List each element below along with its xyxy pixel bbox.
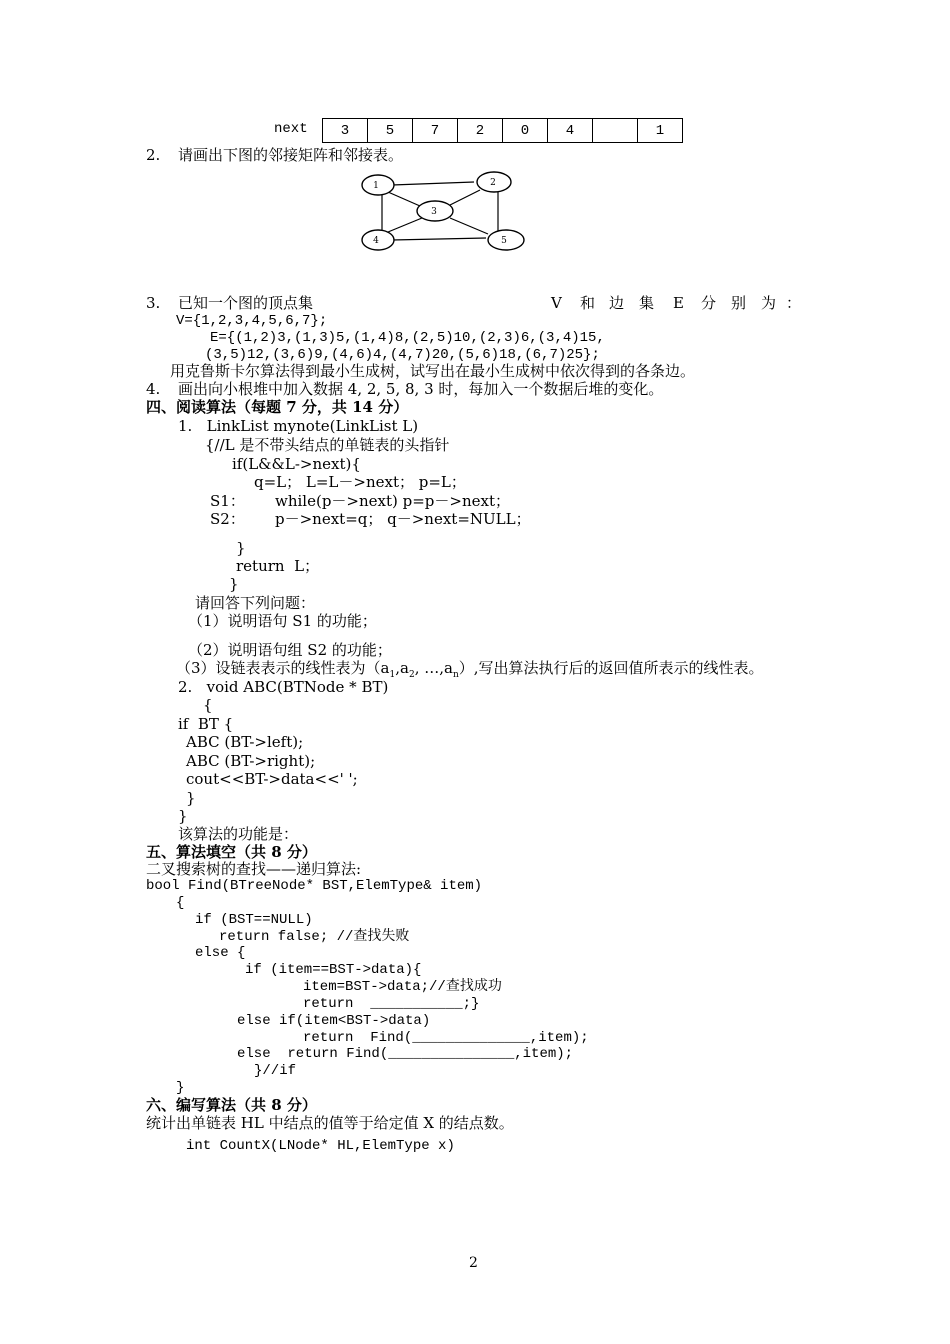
q3-spread-char: 分: [701, 294, 717, 312]
s5-code-line: if (item==BST->data){: [245, 962, 422, 978]
s4p2-line: {: [203, 696, 213, 714]
s4p1-s2-code: p－>next=q； q－>next=NULL；: [275, 510, 531, 528]
q3-vertex-set: V={1,2,3,4,5,6,7};: [176, 313, 328, 329]
q4-number: 4.: [146, 380, 161, 398]
graph-node-label: 1: [373, 181, 379, 191]
s4p1-q3-sub: 2: [408, 670, 415, 680]
graph-edge-3-5: [450, 218, 488, 234]
s4p2-line: if BT {: [178, 715, 234, 733]
graph-node-label: 2: [490, 178, 496, 188]
s4p2-ask: 该算法的功能是：: [178, 825, 299, 843]
section6-desc: 统计出单链表 HL 中结点的值等于给定值 X 的结点数。: [146, 1114, 514, 1132]
s5-code-line: bool Find(BTreeNode* BST,ElemType& item): [146, 878, 483, 894]
s5-code-line: item=BST->data;//查找成功: [303, 979, 502, 995]
next-cell: 2: [458, 119, 503, 143]
table-row: [323, 119, 683, 143]
graph-node-label: 4: [373, 236, 379, 246]
s4p1-s1-label: S1：: [210, 492, 245, 510]
s5-code-line: }: [176, 1080, 185, 1096]
s4p1-line: }: [229, 575, 239, 593]
section6-title: 六、编写算法（共 8 分）: [146, 1096, 317, 1114]
q3-instruction: 用克鲁斯卡尔算法得到最小生成树，试写出在最小生成树中依次得到的各条边。: [170, 362, 696, 380]
graph-edge-3-4: [388, 218, 422, 232]
graph-edge-1-2: [392, 182, 474, 185]
s4p1-header: 1. LinkList mynote(LinkList L): [178, 417, 419, 435]
q3-edge-set-line2: (3,5)12,(3,6)9,(4,6)4,(4,7)20,(5,6)18,(6,7)25};: [205, 347, 600, 363]
s4p1-line: {//L 是不带头结点的单链表的头指针: [205, 436, 450, 454]
next-cell: 1: [638, 119, 683, 143]
s5-code-line: else {: [195, 945, 246, 961]
next-cell: 4: [548, 119, 593, 143]
s4p1-q3-mid: , …,a: [414, 659, 453, 677]
next-cell: [593, 119, 638, 143]
q3-spread-char: 别: [731, 294, 747, 312]
q3-number: 3.: [146, 294, 161, 312]
s4p1-q3-sub: 1: [389, 670, 396, 680]
s5-code-line: return ___________;}: [303, 996, 480, 1012]
graph-edge-2-3: [448, 190, 480, 206]
s4p2-line: cout<<BT->data<<' ';: [186, 770, 358, 788]
q3-spread-char: E: [673, 294, 684, 312]
next-cell: 7: [413, 119, 458, 143]
q2-number: 2.: [146, 146, 161, 164]
q2-text: 请画出下图的邻接矩阵和邻接表。: [178, 146, 404, 164]
s4p1-s2-label: S2：: [210, 510, 245, 528]
s4p2-line: ABC (BT->right);: [186, 752, 316, 770]
s4p2-header: 2. void ABC(BTNode * BT): [178, 678, 389, 696]
graph-edge-4-5: [392, 238, 486, 240]
s4p1-line: if(L&&L->next){: [232, 455, 361, 473]
q3-spread-char: 和: [580, 294, 596, 312]
s5-code-line: {: [176, 895, 185, 911]
q3-spread-char: V: [551, 294, 562, 312]
s5-code-line: return Find(______________,item);: [303, 1030, 589, 1046]
s4p1-line: return L；: [236, 557, 320, 575]
s4p1-line: }: [236, 539, 246, 557]
s4p1-s1-code: while(p－>next) p=p－>next；: [275, 492, 511, 510]
s4p1-line: q=L； L=L－>next； p=L；: [254, 473, 466, 491]
q3-edge-set-line1: E={(1,2)3,(1,3)5,(1,4)8,(2,5)10,(2,3)6,(3,4)15,: [210, 330, 605, 346]
s5-code-line: return false; //查找失败: [219, 929, 410, 945]
q3-spread-char: 集: [639, 294, 655, 312]
section5-desc: 二叉搜索树的查找——递归算法:: [146, 860, 362, 878]
s5-code-line: }//if: [254, 1063, 297, 1079]
s4p1-q3-sub: n: [452, 670, 459, 680]
next-cell: 5: [368, 119, 413, 143]
s4p2-line: ABC (BT->left);: [186, 733, 304, 751]
q3-spread-char: 为: [761, 294, 777, 312]
s4p1-q3-mid: ,a: [395, 659, 409, 677]
next-array-table: [322, 118, 683, 143]
graph-node-label: 5: [501, 236, 507, 246]
s4p2-line: }: [186, 789, 196, 807]
undirected-graph-diagram: [352, 168, 532, 258]
q4-text: 画出向小根堆中加入数据 4, 2, 5, 8, 3 时，每加入一个数据后堆的变化。: [178, 380, 664, 398]
graph-node-label: 3: [431, 207, 437, 217]
page-number: 2: [469, 1255, 478, 1271]
graph-edge-1-3: [388, 192, 420, 206]
q3-spread-char: 边: [609, 294, 625, 312]
s4p1-q2: （2）说明语句组 S2 的功能；: [188, 641, 392, 659]
section6-code: int CountX(LNode* HL,ElemType x): [186, 1138, 455, 1154]
next-cell: 0: [503, 119, 548, 143]
q3-spread-char: ：: [786, 294, 802, 312]
s4p2-line: }: [178, 807, 188, 825]
s5-code-line: else if(item<BST->data): [237, 1013, 431, 1029]
q3-text: 已知一个图的顶点集: [178, 294, 314, 312]
s4p1-q3-post: ）,写出算法执行后的返回值所表示的线性表。: [458, 659, 764, 677]
s5-code-line: if (BST==NULL): [195, 912, 313, 928]
s5-code-line: else return Find(_______________,item);: [237, 1046, 574, 1062]
section5-title: 五、算法填空（共 8 分）: [146, 843, 317, 861]
next-cell: 3: [323, 119, 368, 143]
s4p1-q1: （1）说明语句 S1 的功能；: [188, 612, 377, 630]
next-row-label: next: [274, 121, 308, 137]
s4p1-ask: 请回答下列问题：: [195, 594, 316, 612]
section4-title: 四、阅读算法（每题 7 分，共 14 分）: [146, 398, 409, 416]
s4p1-q3-pre: （3）设链表表示的线性表为（a: [176, 659, 390, 677]
